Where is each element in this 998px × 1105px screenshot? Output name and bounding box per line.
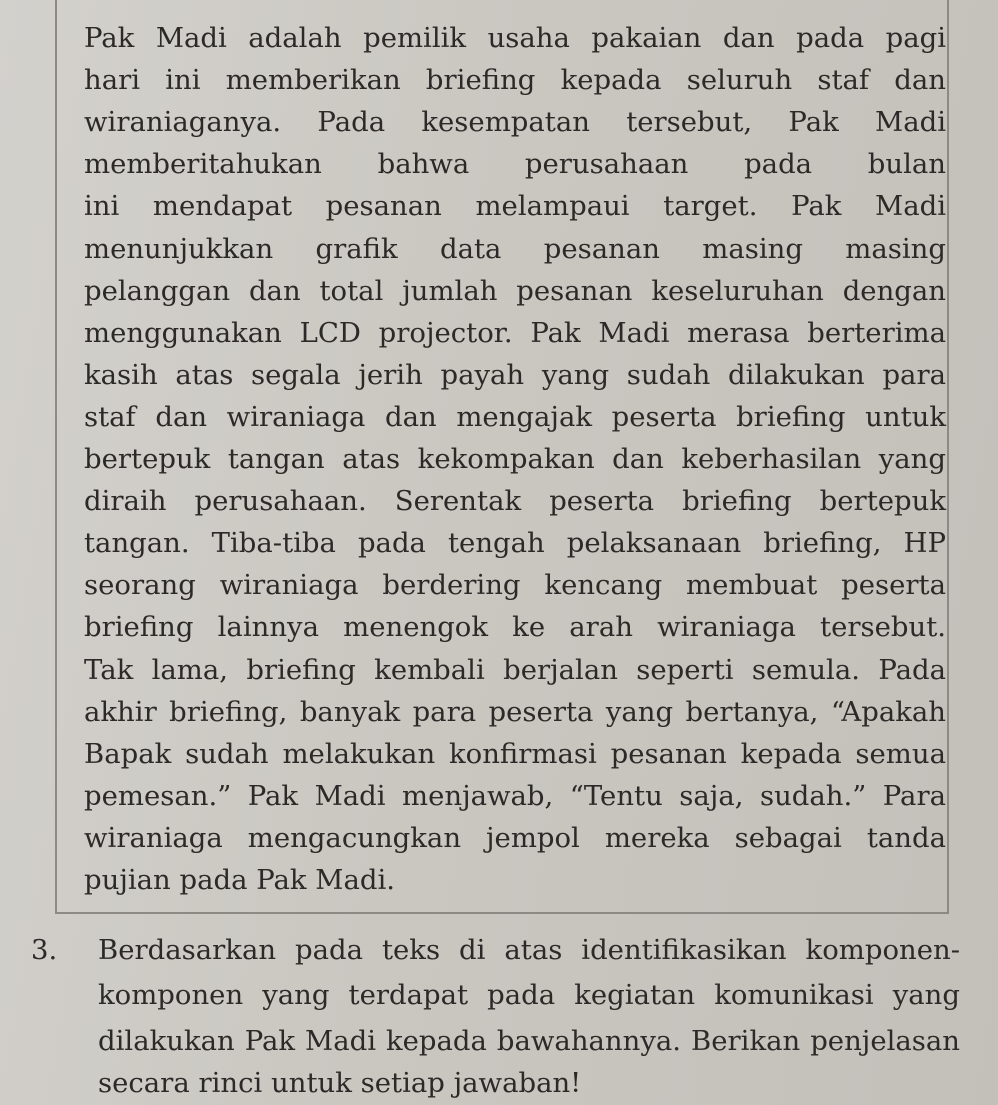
passage-line: pelanggan dan total jumlah pesanan keseluruhan dengan (84, 275, 946, 307)
question-line: Berdasarkan pada teks di atas identifikasikan komponen- (98, 934, 960, 966)
passage-line: hari ini memberikan briefing kepada seluruh staf dan (84, 64, 946, 96)
passage-line: memberitahukan bahwa perusahaan pada bulan (84, 148, 946, 180)
question-line: komponen yang terdapat pada kegiatan komunikasi yang (98, 979, 960, 1011)
passage-line: briefing lainnya menengok ke arah wiraniaga tersebut. (84, 611, 946, 643)
passage-line: pemesan.” Pak Madi menjawab, “Tentu saja, sudah.” Para (84, 780, 946, 812)
passage-box (55, 0, 949, 914)
passage-line: akhir briefing, banyak para peserta yang bertanya, “Apakah (84, 696, 946, 728)
question-line: dilakukan Pak Madi kepada bawahannya. Berikan penjelasan (98, 1025, 960, 1057)
passage-line: wiraniaganya. Pada kesempatan tersebut, Pak Madi (84, 106, 946, 138)
passage-line: wiraniaga mengacungkan jempol mereka sebagai tanda (84, 822, 946, 854)
passage-line: bertepuk tangan atas kekompakan dan keberhasilan yang (84, 443, 946, 475)
passage-line: pujian pada Pak Madi. (84, 864, 395, 896)
passage-line: Pak Madi adalah pemilik usaha pakaian dan pada pagi (84, 22, 946, 54)
passage-line: Tak lama, briefing kembali berjalan seperti semula. Pada (84, 654, 946, 686)
passage-line: Bapak sudah melakukan konfirmasi pesanan kepada semua (84, 738, 946, 770)
passage-line: staf dan wiraniaga dan mengajak peserta briefing untuk (84, 401, 946, 433)
passage-line: diraih perusahaan. Serentak peserta briefing bertepuk (84, 485, 946, 517)
passage-line: menunjukkan grafik data pesanan masing masing (84, 233, 946, 265)
passage-line: menggunakan LCD projector. Pak Madi merasa berterima (84, 317, 946, 349)
passage-line: tangan. Tiba-tiba pada tengah pelaksanaan briefing, HP (84, 527, 946, 559)
question-line: secara rinci untuk setiap jawaban! (98, 1067, 582, 1099)
passage-line: seorang wiraniaga berdering kencang membuat peserta (84, 569, 946, 601)
passage-line: kasih atas segala jerih payah yang sudah dilakukan para (84, 359, 946, 391)
question-number: 3. (31, 934, 58, 966)
passage-line: ini mendapat pesanan melampaui target. Pak Madi (84, 190, 946, 222)
